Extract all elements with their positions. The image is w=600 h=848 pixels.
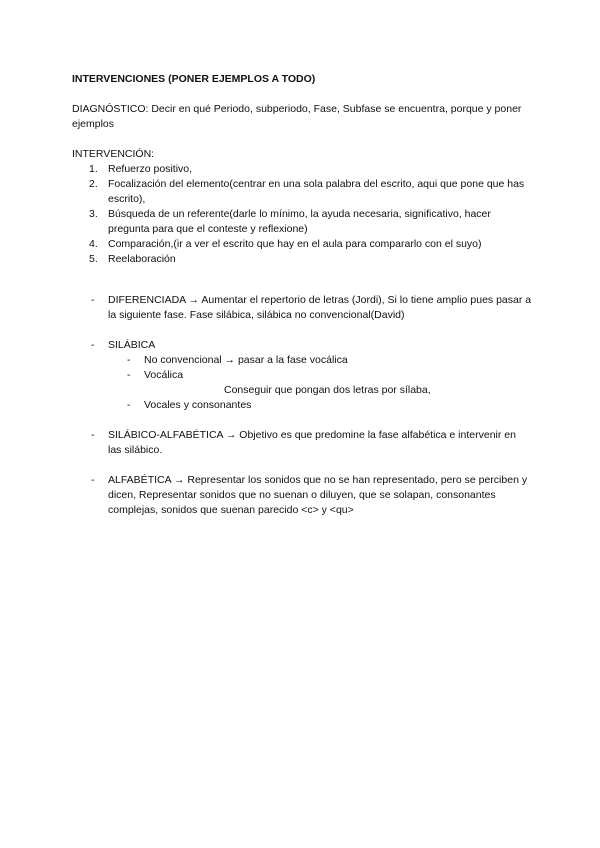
silabica-subitem: - No convencional → pasar a la fase vocálica — [127, 354, 348, 366]
list-item: 2. Focalización del elemento(centrar en una sola palabra del escrito, aqui que pone que has escrito), — [89, 178, 525, 205]
silabica-subitem: - Vocales y consonantes — [127, 399, 252, 411]
diferenciada-item: - DIFERENCIADA → Aumentar el repertorio de letras (Jordi), Si lo tiene amplio pues pasar a la siguiente fase. Fase silábica, silábica no convencional(David) — [91, 294, 532, 321]
document-title: INTERVENCIONES (PONER EJEMPLOS A TODO) — [72, 73, 316, 85]
list-item: 3. Búsqueda de un referente(darle lo mínimo, la ayuda necesaria, significativo, hacer pregunta para que el conteste y reflexione) — [89, 208, 491, 235]
silabico-alfabetica-item: - SILÁBICO-ALFABÉTICA → Objetivo es que predomine la fase alfabética e intervenir en las silábico. — [91, 429, 516, 456]
document-body — [72, 72, 532, 518]
silabica-item: - SILÁBICA — [91, 339, 156, 351]
list-item: 1. Refuerzo positivo, — [89, 163, 193, 175]
list-item: 4. Comparación,(ir a ver el escrito que hay en el aula para compararlo con el suyo) — [89, 238, 482, 250]
diagnostico-paragraph: DIAGNÓSTICO: Decir en qué Periodo, subperiodo, Fase, Subfase se encuentra, porque y poner ejemplos — [72, 103, 522, 130]
list-item: 5. Reelaboración — [89, 253, 176, 265]
intervencion-list — [72, 162, 532, 267]
alfabetica-item: - ALFABÉTICA → Representar los sonidos que no se han representado, pero se perciben y dicen, Representar sonidos que no suenan o diluyen, que se solapan, consonantes complejas, sonidos que suenan parecido <c> y <qu> — [91, 474, 528, 516]
silabica-note: Conseguir que pongan dos letras por sílaba, — [224, 384, 431, 396]
intervencion-heading: INTERVENCIÓN: — [72, 148, 155, 160]
silabica-subitem: - Vocálica — [127, 369, 184, 381]
